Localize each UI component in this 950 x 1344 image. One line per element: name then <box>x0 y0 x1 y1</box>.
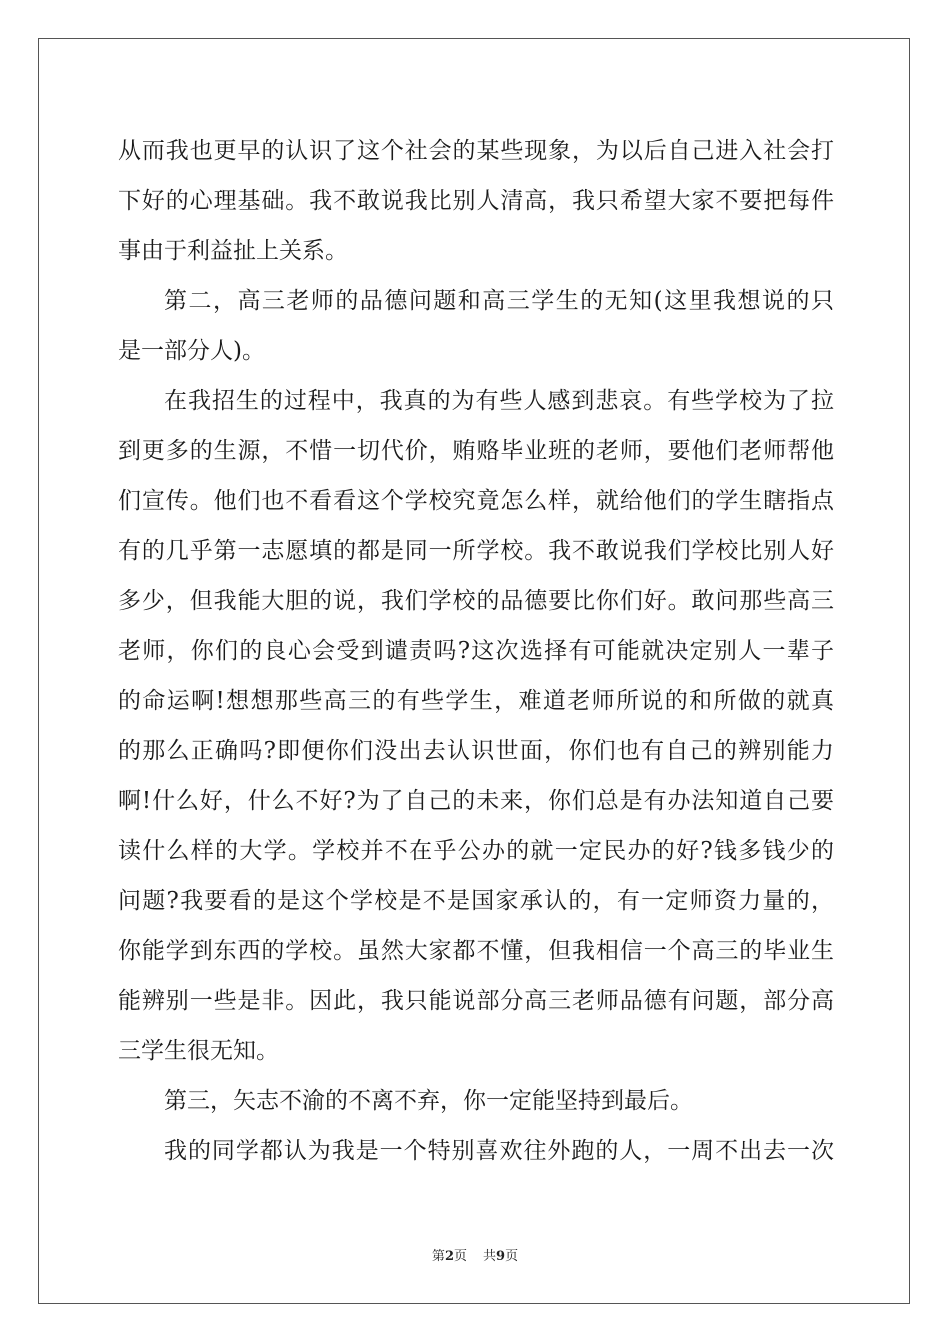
page-suffix: 页 <box>453 1249 467 1264</box>
text-line: 有的几乎第一志愿填的都是同一所学校。我不敢说我们学校比别人好 <box>118 538 834 564</box>
text-line: 多少，但我能大胆的说，我们学校的品德要比你们好。敢问那些高三 <box>118 588 834 614</box>
text-line: 的那么正确吗?即便你们没出去认识世面，你们也有自己的辨别能力 <box>118 738 834 764</box>
text-line: 啊!什么好，什么不好?为了自己的未来，你们总是有办法知道自己要 <box>118 788 834 814</box>
text-line: 老师，你们的良心会受到谴责吗?这次选择有可能就决定别人一辈子 <box>118 638 834 664</box>
document-body <box>118 126 834 1176</box>
text-line: 是一部分人)。 <box>118 338 265 364</box>
total-suffix: 页 <box>505 1249 519 1264</box>
page-prefix: 第 <box>431 1249 445 1264</box>
text-line: 能辨别一些是非。因此，我只能说部分高三老师品德有问题，部分高 <box>118 988 834 1014</box>
text-line: 的命运啊!想想那些高三的有些学生，难道老师所说的和所做的就真 <box>118 688 834 714</box>
text-line: 问题?我要看的是这个学校是不是国家承认的，有一定师资力量的， <box>118 888 834 914</box>
text-line: 事由于利益扯上关系。 <box>118 238 348 264</box>
total-page-count: 9 <box>496 1249 506 1264</box>
page-footer <box>0 1245 950 1264</box>
text-line: 下好的心理基础。我不敢说我比别人清高，我只希望大家不要把每件 <box>118 188 834 214</box>
text-line: 们宣传。他们也不看看这个学校究竟怎么样，就给他们的学生瞎指点 <box>118 488 834 514</box>
text-line: 三学生很无知。 <box>118 1038 279 1064</box>
text-line: 我的同学都认为我是一个特别喜欢往外跑的人，一周不出去一次 <box>164 1138 834 1164</box>
text-line: 读什么样的大学。学校并不在乎公办的就一定民办的好?钱多钱少的 <box>118 838 834 864</box>
current-page-number: 2 <box>444 1249 454 1264</box>
text-line: 第三，矢志不渝的不离不弃，你一定能坚持到最后。 <box>164 1088 693 1114</box>
total-prefix: 共 <box>483 1249 497 1264</box>
text-line: 第二，高三老师的品德问题和高三学生的无知(这里我想说的只 <box>164 288 834 314</box>
text-line: 你能学到东西的学校。虽然大家都不懂，但我相信一个高三的毕业生 <box>118 938 834 964</box>
text-line: 到更多的生源，不惜一切代价，贿赂毕业班的老师，要他们老师帮他 <box>118 438 834 464</box>
text-line: 在我招生的过程中，我真的为有些人感到悲哀。有些学校为了拉 <box>164 388 834 414</box>
text-line: 从而我也更早的认识了这个社会的某些现象，为以后自己进入社会打 <box>118 138 834 164</box>
